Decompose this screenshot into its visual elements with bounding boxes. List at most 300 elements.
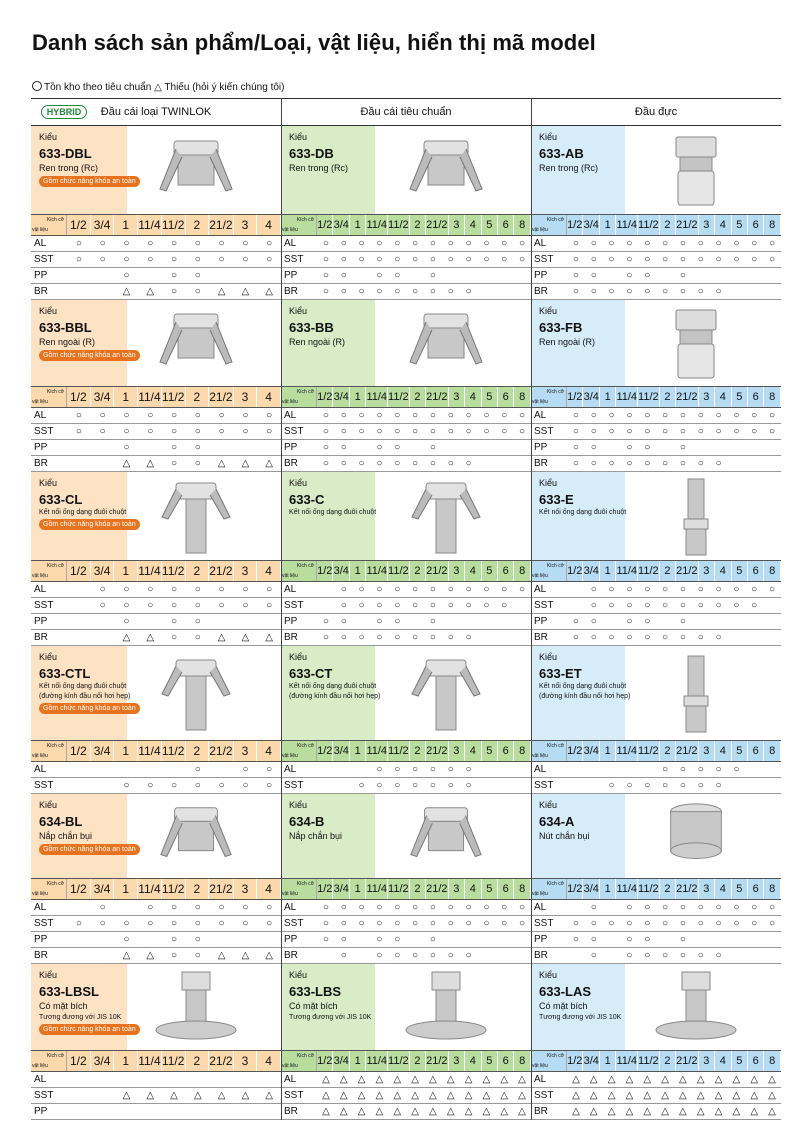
availability-mark xyxy=(257,932,281,947)
size-cell: 11/2 xyxy=(638,561,660,581)
availability-mark: ○ xyxy=(769,238,776,249)
availability-mark: ○ xyxy=(123,780,130,791)
model-description: Ren ngoài (R) xyxy=(39,337,96,347)
size-cell: 21/2 xyxy=(676,1051,698,1071)
size-cell: 2 xyxy=(660,561,676,581)
availability-mark xyxy=(745,268,763,283)
size-cell: 4 xyxy=(257,387,281,407)
size-cell: 8 xyxy=(514,879,530,899)
availability-mark xyxy=(763,778,781,793)
availability-mark: ○ xyxy=(429,458,436,469)
availability-mark: ○ xyxy=(266,238,273,249)
availability-mark: ○ xyxy=(412,902,419,913)
size-cell: 3/4 xyxy=(91,741,115,761)
availability-mark: ○ xyxy=(662,286,669,297)
availability-mark: ○ xyxy=(465,254,472,265)
availability-mark: ○ xyxy=(465,764,472,775)
material-name: PP xyxy=(34,442,48,453)
availability-mark: ○ xyxy=(715,764,722,775)
availability-mark: △ xyxy=(241,632,250,643)
size-label: Kích cỡ xyxy=(546,1053,564,1059)
availability-mark: ○ xyxy=(266,410,273,421)
availability-mark: ○ xyxy=(218,238,225,249)
size-cell: 3/4 xyxy=(91,215,115,235)
availability-mark: ○ xyxy=(465,238,472,249)
availability-mark: ○ xyxy=(394,426,401,437)
availability-mark: ○ xyxy=(644,458,651,469)
availability-mark: ○ xyxy=(242,902,249,913)
availability-mark: ○ xyxy=(644,632,651,643)
size-cell: 3 xyxy=(449,215,465,235)
availability-mark: △ xyxy=(768,1106,776,1117)
size-cell: 1 xyxy=(114,741,138,761)
availability-mark: ○ xyxy=(194,780,201,791)
availability-mark: △ xyxy=(482,1090,491,1101)
availability-mark: △ xyxy=(446,1074,455,1085)
availability-mark: △ xyxy=(768,1074,776,1085)
availability-mark xyxy=(477,284,495,299)
availability-mark: ○ xyxy=(322,410,329,421)
availability-mark xyxy=(353,268,371,283)
material-name: PP xyxy=(534,442,548,453)
size-cell: 5 xyxy=(482,387,498,407)
availability-mark xyxy=(477,932,495,947)
availability-mark: ○ xyxy=(608,584,615,595)
size-header-row xyxy=(31,878,281,900)
material-name: SST xyxy=(34,254,54,265)
size-cell: 1/2 xyxy=(317,741,333,761)
availability-mark xyxy=(727,440,745,455)
availability-mark xyxy=(495,440,513,455)
safety-lock-badge: Gồm chức năng khóa an toàn xyxy=(39,350,140,361)
availability-mark: ○ xyxy=(412,410,419,421)
availability-mark xyxy=(656,932,674,947)
availability-mark xyxy=(257,614,281,629)
availability-mark xyxy=(656,268,674,283)
availability-mark: ○ xyxy=(447,600,454,611)
availability-mark: ○ xyxy=(242,238,249,249)
availability-mark: △ xyxy=(661,1074,669,1085)
product-cell-633-lbsl xyxy=(31,964,281,1120)
availability-mark: ○ xyxy=(572,918,579,929)
availability-mark: ○ xyxy=(376,918,383,929)
size-cell: 4 xyxy=(715,561,731,581)
availability-mark xyxy=(495,630,513,645)
size-cell: 6 xyxy=(748,1051,764,1071)
product-image xyxy=(396,476,496,558)
availability-mark xyxy=(460,614,478,629)
model-code: 634-BL xyxy=(39,814,83,829)
availability-mark: ○ xyxy=(412,764,419,775)
availability-mark xyxy=(710,932,728,947)
availability-mark: ○ xyxy=(394,600,401,611)
availability-mark: ○ xyxy=(376,584,383,595)
availability-mark xyxy=(186,1072,210,1087)
availability-mark: ○ xyxy=(340,238,347,249)
availability-mark: ○ xyxy=(715,950,722,961)
size-cell: 11/4 xyxy=(366,215,388,235)
availability-mark xyxy=(67,268,91,283)
size-cell: 3/4 xyxy=(333,879,349,899)
availability-mark xyxy=(567,900,585,915)
size-cell: 3 xyxy=(699,561,715,581)
availability-mark: ○ xyxy=(394,442,401,453)
availability-mark: ○ xyxy=(412,426,419,437)
availability-mark: △ xyxy=(446,1106,455,1117)
material-label: vật liệu xyxy=(32,399,48,405)
size-cell: 1/2 xyxy=(67,215,91,235)
availability-mark xyxy=(91,1088,115,1103)
material-name: BR xyxy=(34,950,48,961)
size-cell: 5 xyxy=(482,1051,498,1071)
availability-mark: △ xyxy=(265,1090,273,1101)
availability-mark: ○ xyxy=(697,584,704,595)
model-code: 633-BB xyxy=(289,320,334,335)
availability-mark: ○ xyxy=(519,918,526,929)
availability-mark: ○ xyxy=(429,632,436,643)
size-cell: 11/4 xyxy=(366,387,388,407)
availability-mark: △ xyxy=(411,1074,419,1085)
availability-mark xyxy=(513,762,531,777)
availability-mark: ○ xyxy=(644,616,651,627)
size-material-label xyxy=(31,741,67,761)
model-code: 633-FB xyxy=(539,320,583,335)
material-row xyxy=(31,268,281,284)
size-cell: 2 xyxy=(186,561,210,581)
availability-mark xyxy=(115,900,139,915)
availability-mark xyxy=(603,932,621,947)
availability-mark: ○ xyxy=(147,902,154,913)
material-row xyxy=(531,1088,781,1104)
product-cell-633-bb xyxy=(281,300,531,472)
availability-mark: ○ xyxy=(412,780,419,791)
availability-mark xyxy=(115,762,139,777)
availability-mark: ○ xyxy=(194,238,201,249)
availability-mark: △ xyxy=(217,1090,226,1101)
material-row xyxy=(31,598,281,614)
availability-mark: ○ xyxy=(429,442,436,453)
size-cell: 1 xyxy=(114,561,138,581)
size-cell: 21/2 xyxy=(676,561,698,581)
availability-mark: ○ xyxy=(626,442,633,453)
availability-mark: ○ xyxy=(75,238,82,249)
material-name: PP xyxy=(534,934,548,945)
availability-mark: △ xyxy=(217,286,226,297)
material-name: AL xyxy=(34,410,47,421)
availability-mark: △ xyxy=(589,1090,598,1101)
availability-mark: ○ xyxy=(697,764,704,775)
column-head-standard xyxy=(281,98,531,126)
size-cell: 8 xyxy=(514,741,530,761)
availability-mark: ○ xyxy=(590,584,597,595)
material-row xyxy=(281,916,531,932)
availability-mark xyxy=(513,456,531,471)
size-cell: 11/4 xyxy=(616,387,638,407)
availability-mark: ○ xyxy=(590,426,597,437)
availability-mark: ○ xyxy=(194,902,201,913)
availability-mark: ○ xyxy=(447,780,454,791)
product-cell-633-ct xyxy=(281,646,531,794)
availability-mark: △ xyxy=(411,1106,419,1117)
availability-mark: ○ xyxy=(572,442,579,453)
type-label: Kiểu xyxy=(289,800,308,810)
availability-mark xyxy=(567,778,585,793)
legend xyxy=(32,81,284,93)
size-cell: 3/4 xyxy=(583,561,599,581)
availability-mark: ○ xyxy=(733,902,740,913)
availability-mark xyxy=(495,268,513,283)
availability-mark xyxy=(567,948,585,963)
availability-mark xyxy=(656,440,674,455)
availability-mark: ○ xyxy=(608,426,615,437)
material-row xyxy=(531,1072,781,1088)
availability-mark: △ xyxy=(572,1090,580,1101)
model-description-small: Kết nối ống dạng đuôi chuột xyxy=(39,683,127,690)
availability-mark: ○ xyxy=(697,918,704,929)
availability-mark: △ xyxy=(265,632,273,643)
safety-lock-badge: Gồm chức năng khóa an toàn xyxy=(39,1024,140,1035)
size-cell: 5 xyxy=(482,879,498,899)
availability-mark: ○ xyxy=(322,254,329,265)
availability-mark: ○ xyxy=(99,584,106,595)
size-cell: 5 xyxy=(732,1051,748,1071)
size-cell: 3 xyxy=(234,879,258,899)
type-label: Kiểu xyxy=(289,652,308,662)
model-description: Ren ngoài (R) xyxy=(539,337,596,347)
model-code: 633-LBS xyxy=(289,984,342,999)
availability-mark: ○ xyxy=(679,918,686,929)
product-cell-633-fb xyxy=(531,300,781,472)
availability-mark xyxy=(513,948,531,963)
material-name: PP xyxy=(284,270,298,281)
availability-mark: ○ xyxy=(123,616,130,627)
availability-mark: ○ xyxy=(590,442,597,453)
availability-mark: ○ xyxy=(608,286,615,297)
availability-mark: ○ xyxy=(194,286,201,297)
size-cell: 8 xyxy=(764,741,780,761)
availability-mark: ○ xyxy=(590,286,597,297)
material-row xyxy=(531,614,781,630)
availability-mark: ○ xyxy=(170,442,178,453)
availability-mark xyxy=(353,614,371,629)
availability-mark: ○ xyxy=(626,254,633,265)
availability-mark: ○ xyxy=(412,458,419,469)
size-cell: 3 xyxy=(449,741,465,761)
availability-mark: △ xyxy=(732,1090,741,1101)
availability-mark: ○ xyxy=(733,584,740,595)
availability-mark: ○ xyxy=(590,458,597,469)
availability-mark xyxy=(91,268,115,283)
availability-mark: △ xyxy=(518,1074,526,1085)
availability-mark: △ xyxy=(643,1106,652,1117)
availability-mark xyxy=(406,932,424,947)
availability-mark xyxy=(477,268,495,283)
material-name: BR xyxy=(534,286,548,297)
availability-mark: ○ xyxy=(218,426,225,437)
size-cell: 3/4 xyxy=(91,1051,115,1071)
availability-mark: ○ xyxy=(590,616,597,627)
availability-mark: △ xyxy=(661,1090,669,1101)
material-name: SST xyxy=(534,780,554,791)
availability-mark: ○ xyxy=(99,600,106,611)
product-image xyxy=(646,968,746,1048)
material-label: vật liệu xyxy=(532,891,548,897)
safety-lock-badge: Gồm chức năng khóa an toàn xyxy=(39,703,140,714)
availability-mark: ○ xyxy=(75,918,82,929)
availability-mark: ○ xyxy=(608,238,615,249)
availability-mark: ○ xyxy=(75,426,82,437)
availability-mark: ○ xyxy=(626,426,633,437)
availability-mark xyxy=(91,778,115,793)
material-name: AL xyxy=(284,410,297,421)
product-grid xyxy=(31,98,781,1120)
availability-mark: △ xyxy=(322,1106,330,1117)
product-image xyxy=(396,650,496,738)
size-label: Kích cỡ xyxy=(46,743,64,749)
availability-mark: ○ xyxy=(218,410,225,421)
availability-mark: ○ xyxy=(322,902,329,913)
availability-mark: ○ xyxy=(394,616,401,627)
availability-mark: ○ xyxy=(147,410,154,421)
legend-triangle-text: Thiếu (hỏi ý kiến chúng tôi) xyxy=(164,82,285,93)
size-material-label xyxy=(281,215,317,235)
size-cell: 11/4 xyxy=(138,1051,162,1071)
availability-mark: ○ xyxy=(626,780,633,791)
availability-mark: △ xyxy=(146,286,155,297)
availability-mark: ○ xyxy=(644,286,651,297)
availability-mark: ○ xyxy=(242,426,249,437)
availability-mark: ○ xyxy=(99,254,106,265)
availability-mark: ○ xyxy=(99,410,106,421)
material-row xyxy=(281,778,531,794)
product-image xyxy=(396,304,496,384)
size-cell: 8 xyxy=(764,387,780,407)
availability-mark xyxy=(317,778,335,793)
availability-mark: ○ xyxy=(590,600,597,611)
material-name: PP xyxy=(284,934,298,945)
material-label: vật liệu xyxy=(282,399,298,405)
availability-mark: ○ xyxy=(322,632,329,643)
size-cell: 1 xyxy=(350,741,366,761)
availability-mark: ○ xyxy=(644,950,651,961)
size-cell: 11/2 xyxy=(162,879,186,899)
availability-mark xyxy=(115,1072,139,1087)
type-label: Kiểu xyxy=(39,652,58,662)
availability-mark: ○ xyxy=(465,902,472,913)
availability-mark: ○ xyxy=(218,918,225,929)
availability-mark: ○ xyxy=(465,632,472,643)
material-name: PP xyxy=(284,616,298,627)
availability-mark: ○ xyxy=(358,584,365,595)
size-cell: 2 xyxy=(186,387,210,407)
size-cell: 3/4 xyxy=(91,561,115,581)
availability-mark: ○ xyxy=(697,600,704,611)
availability-mark: △ xyxy=(482,1074,491,1085)
material-name: AL xyxy=(284,238,297,249)
availability-mark: ○ xyxy=(769,902,776,913)
availability-mark: ○ xyxy=(465,286,472,297)
product-image xyxy=(146,798,246,876)
availability-mark: △ xyxy=(265,458,273,469)
availability-mark: ○ xyxy=(394,584,401,595)
size-cell: 11/2 xyxy=(638,387,660,407)
availability-mark xyxy=(138,1104,162,1119)
size-cell: 1/2 xyxy=(567,561,583,581)
availability-mark xyxy=(442,440,460,455)
material-row xyxy=(31,778,281,794)
availability-mark xyxy=(745,440,763,455)
availability-mark xyxy=(585,762,603,777)
size-cell: 11/4 xyxy=(616,1051,638,1071)
size-material-label xyxy=(281,879,317,899)
availability-mark: ○ xyxy=(218,902,225,913)
size-cell: 11/4 xyxy=(616,879,638,899)
size-cell: 11/2 xyxy=(388,561,410,581)
availability-mark: ○ xyxy=(376,238,383,249)
size-cell: 1 xyxy=(350,387,366,407)
availability-mark: △ xyxy=(607,1074,616,1085)
size-cell: 1/2 xyxy=(67,387,91,407)
availability-mark: ○ xyxy=(572,270,579,281)
material-name: BR xyxy=(534,632,548,643)
material-name: BR xyxy=(534,458,548,469)
availability-mark: ○ xyxy=(519,426,526,437)
model-description-small: Kết nối ống dạng đuôi chuột xyxy=(289,509,377,516)
availability-mark xyxy=(353,762,371,777)
availability-mark xyxy=(233,1072,257,1087)
availability-mark: ○ xyxy=(572,238,579,249)
availability-mark: ○ xyxy=(394,764,401,775)
availability-mark: △ xyxy=(482,1106,491,1117)
availability-mark: ○ xyxy=(340,426,347,437)
availability-mark: ○ xyxy=(358,286,365,297)
material-row xyxy=(531,236,781,252)
material-row xyxy=(31,1104,281,1120)
size-cell: 4 xyxy=(465,1051,481,1071)
availability-mark: ○ xyxy=(501,600,508,611)
availability-mark xyxy=(210,1104,234,1119)
availability-mark: △ xyxy=(696,1106,705,1117)
size-cell: 1/2 xyxy=(567,387,583,407)
availability-mark xyxy=(257,268,281,283)
availability-mark: ○ xyxy=(626,458,633,469)
availability-mark xyxy=(406,614,424,629)
availability-mark xyxy=(162,1072,186,1087)
availability-mark: ○ xyxy=(662,764,669,775)
availability-mark: ○ xyxy=(644,780,651,791)
availability-mark: △ xyxy=(661,1106,669,1117)
material-row xyxy=(31,1088,281,1104)
size-cell: 11/2 xyxy=(388,387,410,407)
availability-mark: ○ xyxy=(679,764,686,775)
availability-mark xyxy=(513,598,531,613)
size-cell: 11/2 xyxy=(162,741,186,761)
availability-mark xyxy=(317,762,335,777)
availability-mark: ○ xyxy=(447,238,454,249)
availability-mark: ○ xyxy=(715,426,722,437)
availability-mark: ○ xyxy=(429,286,436,297)
material-row xyxy=(31,424,281,440)
model-description: Có mặt bích xyxy=(539,1001,588,1011)
model-description: Nắp chắn bụi xyxy=(39,831,93,841)
model-description-small: (đường kính đầu nối hơi hẹp) xyxy=(539,693,631,700)
availability-mark: ○ xyxy=(242,918,249,929)
size-cell: 11/2 xyxy=(388,741,410,761)
availability-mark: ○ xyxy=(340,616,347,627)
availability-mark: ○ xyxy=(194,458,201,469)
availability-mark: ○ xyxy=(194,426,201,437)
size-header-row xyxy=(531,386,781,408)
